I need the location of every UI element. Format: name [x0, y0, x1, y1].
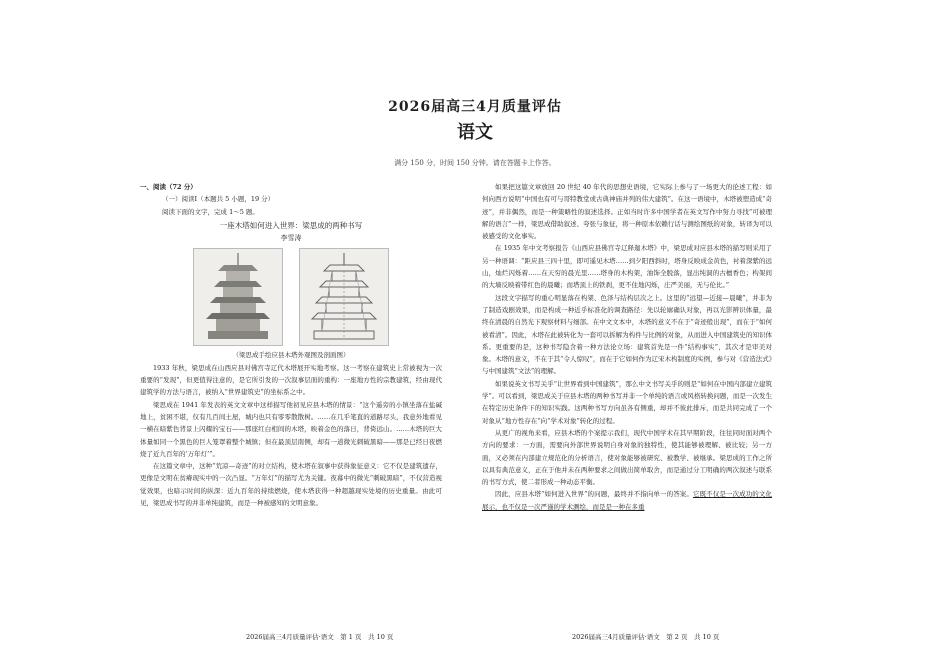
- paragraph-text: 如果说英文书写关乎“让世界看到中国建筑”，那么中文书写关乎的则是“如何在中国内部建立建筑学”。可以看到，梁思成关于应县木塔的两种书写并非一个单纯的语言或风格转换问题，而是一次发生在特定历史条件下的知识实践。这两种书写方向虽各有侧重，却并不彼此排斥，而是共同完成了一个对象从“地方性存在”向“学术对象”转化的过程。: [482, 379, 772, 425]
- left-column: [140, 181, 442, 509]
- figure-group: [140, 248, 442, 346]
- underlined-sentence: 它既不仅是一次成功的文化展示，也不仅是一次严谨的学术测绘，而是是一种在多重: [482, 490, 772, 511]
- paragraph-text: 从更广的视角来看，应县木塔的个案提示我们，现代中国学术在其早期阶段，往往同时面对两个方向的要求：一方面，需要向外部世界说明自身对象的独特性，使其能够被理解、被比较；另一方面，又必须在内部建立规范化的分析语言，使对象能够被研究、被教学、被继承。梁思成的工作之所以具有典范意义，正在于他并未在两种要求之间做出简单取舍，而是通过分工明确的两次叙述与联系的书写方式，使二者形成一种动态平衡。: [482, 428, 772, 487]
- left-paragraph-1: 1933 年秋，梁思成在山西应县对佛宫寺辽代木塔展开实地考察。这一考察在建筑史上常被视为一次重要的“发现”，但更值得注意的，是它所引发的一次叙事层面的重构：一座地方性的宗教建筑，经由现代建筑学的方法与语言，被纳入“世界建筑史”的坐标系之中。: [140, 363, 442, 397]
- right-paragraph-3: [482, 292, 772, 378]
- pagoda-exterior-drawing: [193, 248, 283, 346]
- paragraph-text: 在 1935 年中文考察报告《山西应县佛宫寺辽释迦木塔》中，梁思成对应县木塔的描写则采用了另一种语调：“距应县三四十里，即可遥见木塔……到夕阳西斜时，塔身反映成金黄色，衬着深紫的远山，灿烂闪烁着……在天穷的晨光里……塔身的木构架，油饰全脱落，显出纯洞的古檀香色；构架间的大墙反映着带红色的晨曦；而塔顶上的铁刹，更不住地闪烁，庄严美丽，无与伦比。”: [482, 244, 772, 290]
- right-paragraph-6: [482, 488, 772, 513]
- left-paragraph-2: 梁思成在 1941 年发表的英文文章中这样描写他初见应县木塔的情景：“这个遥旁的小镇坐落在盐碱地上，贫困不堪，仅有几百间土屋，城内也只有零零散散树。……在几乎笔直的道路尽头，我意外地看见一横在暗紫色背景上闪耀的宝石——那座红白相间的木塔，映着金色的落日，背倚远山。……木塔的巨大体量如同一个黑色的巨人笼罩着整个城镇；但在最顶层南侧，却有一道微光刺破黑暗——那是已经日夜燃烧了近九百年的‘万年灯’”。: [140, 400, 442, 458]
- exam-note: 满分 150 分，时间 150 分钟。请在答题卡上作答。: [394, 159, 556, 167]
- instruction: 阅读下面的文字，完成 1～5 题。: [162, 207, 259, 216]
- right-paragraph-1: [482, 181, 772, 242]
- figure-caption: （梁思成手绘应县木塔外观图及剖面图）: [232, 351, 350, 360]
- page-footer-right: 2026届高三4月质量评估·语文 第 2 页 共 10 页: [572, 633, 720, 641]
- article-title: 一座木塔如何进入世界：梁思成的两种书写: [219, 220, 363, 230]
- subsection-heading: （一）阅读Ⅰ（本题共 5 小题，19 分）: [162, 195, 275, 204]
- article-author: 李雪涛: [280, 234, 302, 243]
- paragraph-text: 如果把这篇文章放回 20 世纪 40 年代的思想史语境，它实际上参与了一场更大的论述工程：如何向西方说明“中国也有可与哥特教堂或古典神庙并列的伟大建筑”。在这一语境中，木塔被塑造成“奇迹”，并非偶然，而是一种策略性的叙述选择。正如当时许多中国学者在英文写作中努力寻找“可被理解的语言”一样，梁思成借助叙述、夸张与象征，将一种原本依赖行话与测绘图纸的对象，转译为可以被感受的文化事实。: [482, 183, 772, 241]
- paragraph-text: 因此，应县木塔“如何进入世界”的问题，最终并不指向单一的答案。: [495, 490, 693, 499]
- left-paragraph-3: 在这篇文章中，这种“荒凉—奇迹”的对立结构，使木塔在叙事中获得象征意义：它不仅是建筑遗存，更像是文明在贫瘠现实中的一次凸显。“万年灯”的描写尤为关键。夜幕中的微光“刺破黑暗”，不仅营造视觉效果，也暗示时间的纵深：近九百年的持续燃烧，使木塔获得一种超越现实处境的历史重量。由此可见，梁思成书写的并非单纯建筑，而是一种被感知的文明意象。: [140, 462, 442, 508]
- page-footer-left: 2026届高三4月质量评估·语文 第 1 页 共 10 页: [246, 633, 394, 641]
- exam-title: 2026届高三4月质量评估: [388, 99, 562, 115]
- right-paragraph-2: [482, 242, 772, 291]
- right-column: [482, 181, 772, 513]
- pagoda-section-drawing: [299, 248, 389, 346]
- right-paragraph-4: [482, 378, 772, 427]
- section-heading: 一、阅读（72 分）: [140, 183, 197, 191]
- right-paragraph-5: [482, 427, 772, 488]
- exam-subject: 语文: [457, 122, 493, 143]
- paragraph-text: 这段文字描写的重心明显落在构架、色泽与结构层次之上。这里的“远望—近接—晨曦”，并非为了制造戏剧效果，而是构成一种近乎标准化的调查路径：先以轮廓确认对象，再以光影辨识体量，最终在清晨的自然光下观察材料与细部。在中文文本中，木塔的意义不在于“奇迹般出现”，而在于“如何被看清”。因此，木塔在此被转化为一套可以拆解为构件与比例的对象，从而进入中国建筑史的知识体系。更重要的是，这种书写隐含着一种方法论立场：建筑首先是一件“结构事实”，其次才是审美对象。木塔的意义，不在于其“令人惊叹”，而在于它如何作为辽宋木构制度的实例，参与对《营造法式》与中国建筑“文法”的理解。: [482, 293, 772, 376]
